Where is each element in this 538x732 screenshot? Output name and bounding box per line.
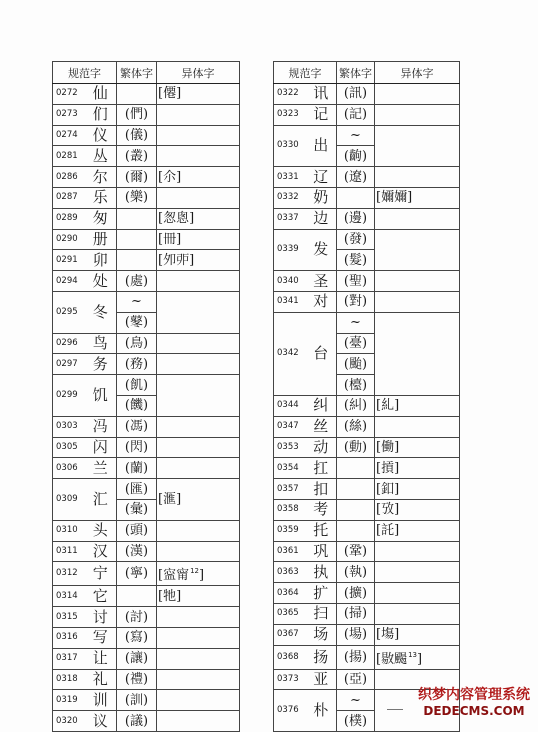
standard-char: 冬 [85,291,117,333]
table-row [274,437,460,458]
variant-char [375,603,460,624]
table-row [53,690,240,711]
variant-char: [嬭嬭] [375,187,460,208]
standard-char: 仙 [85,84,117,105]
table-row [274,229,460,250]
table-row [274,187,460,208]
table-row [274,312,460,333]
standard-char: 汉 [85,541,117,562]
traditional-char: (匯) [117,479,157,500]
standard-char: 仪 [85,125,117,146]
traditional-char: ~ [337,312,375,333]
variant-char: [託] [375,520,460,541]
table-row [53,669,240,690]
variant-char [375,167,460,188]
table-row [274,624,460,645]
table-row [274,104,460,125]
table-row [53,208,240,229]
table-row [53,607,240,628]
variant-char [375,125,460,167]
entry-code: 0337 [274,208,306,229]
header-traditional: 繁体字 [337,62,375,84]
traditional-char: (執) [337,562,375,583]
traditional-char: (動) [337,437,375,458]
table-row [53,375,240,396]
traditional-char: (鼕) [117,312,157,333]
variant-char [157,562,240,586]
variant-char [375,271,460,292]
header-standard: 规范字 [53,62,117,84]
traditional-char [117,84,157,105]
variant-char: [糺] [375,395,460,416]
standard-char: 议 [85,711,117,732]
standard-char: 丝 [306,416,337,437]
standard-char: 让 [85,648,117,669]
standard-char: 它 [85,586,117,607]
table-row [274,499,460,520]
traditional-char: (鞏) [337,541,375,562]
standard-char: 乐 [85,187,117,208]
entry-code: 0310 [53,520,85,541]
table-row [53,187,240,208]
standard-char: 对 [306,291,337,312]
traditional-char: (髮) [337,250,375,271]
standard-char: 纠 [306,395,337,416]
traditional-char [117,250,157,271]
variant-char [375,84,460,105]
variant-char [375,208,460,229]
traditional-char: ~ [337,125,375,146]
standard-char: 出 [306,125,337,167]
table-row [53,586,240,607]
standard-char: 写 [85,627,117,648]
variant-char: [摃] [375,458,460,479]
table-row [274,84,460,105]
traditional-char: (對) [337,291,375,312]
left-character-table [52,61,240,732]
standard-char: 台 [306,312,337,395]
entry-code: 0290 [53,229,85,250]
table-row [53,479,240,500]
standard-char: 记 [306,104,337,125]
traditional-char: (場) [337,624,375,645]
table-row [53,627,240,648]
traditional-char: (禮) [117,669,157,690]
watermark-title: 织梦内容管理系统 [418,687,530,703]
table-row [53,333,240,354]
table-row [53,711,240,732]
entry-code: 0299 [53,375,85,417]
table-row [53,354,240,375]
traditional-char [337,520,375,541]
variant-close: ] [417,651,423,667]
variant-char [157,669,240,690]
table-row [274,271,460,292]
entry-code: 0358 [274,499,306,520]
variant-char: [怱悤] [157,208,240,229]
variant-char: [牠] [157,586,240,607]
entry-code: 0339 [274,229,306,271]
traditional-char: (飢) [117,375,157,396]
footnote-marker: 12 [190,567,199,576]
traditional-char: (記) [337,104,375,125]
traditional-char: (爾) [117,167,157,188]
variant-char [157,125,240,146]
variant-char [157,375,240,417]
standard-char: 扩 [306,583,337,604]
entry-code: 0320 [53,711,85,732]
right-character-table [273,61,460,732]
entry-code: 0314 [53,586,85,607]
variant-char [157,541,240,562]
standard-char: 扛 [306,458,337,479]
traditional-char [117,208,157,229]
entry-code: 0342 [274,312,306,395]
traditional-char: (颱) [337,354,375,375]
standard-char: 务 [85,354,117,375]
standard-char: 鸟 [85,333,117,354]
standard-char: 饥 [85,375,117,417]
table-row [274,603,460,624]
table-row [53,520,240,541]
standard-char: 册 [85,229,117,250]
table-row [53,458,240,479]
table-row [274,479,460,500]
variant-char [157,291,240,333]
traditional-char: (務) [117,354,157,375]
variant-char [157,627,240,648]
watermark [418,684,530,718]
entry-code: 0368 [274,645,306,669]
variant-char [375,229,460,271]
traditional-char: (儀) [117,125,157,146]
traditional-char: (饑) [117,395,157,416]
traditional-char: (邊) [337,208,375,229]
header-variant: 异体字 [375,62,460,84]
standard-char: 讯 [306,84,337,105]
entry-code: 0311 [53,541,85,562]
table-row [274,208,460,229]
standard-char: 冯 [85,416,117,437]
standard-char: 训 [85,690,117,711]
variant-char [157,520,240,541]
entry-code: 0309 [53,479,85,521]
entry-code: 0330 [274,125,306,167]
entry-code: 0332 [274,187,306,208]
traditional-char [337,499,375,520]
standard-char: 头 [85,520,117,541]
standard-char: 汇 [85,479,117,521]
standard-char: 尔 [85,167,117,188]
page-dash [387,709,403,710]
entry-code: 0363 [274,562,306,583]
entry-code: 0297 [53,354,85,375]
standard-char: 发 [306,229,337,271]
variant-char: [夘戼] [157,250,240,271]
footnote-marker: 13 [408,650,417,659]
variant-char [157,187,240,208]
variant-text: [敭颺 [376,651,408,667]
table-row [274,458,460,479]
variant-close: ] [199,568,205,584]
variant-char [375,104,460,125]
traditional-char [117,229,157,250]
traditional-char: (亞) [337,669,375,690]
table-row [274,541,460,562]
variant-char [157,146,240,167]
variant-char: [攷] [375,499,460,520]
standard-char: 辽 [306,167,337,188]
traditional-char [337,479,375,500]
entry-code: 0323 [274,104,306,125]
table-row [53,84,240,105]
standard-char: 朴 [306,690,337,732]
variant-char [157,354,240,375]
standard-char: 闪 [85,437,117,458]
traditional-char: (聖) [337,271,375,292]
header-standard: 规范字 [274,62,337,84]
traditional-char: (檯) [337,375,375,396]
table-row [53,250,240,271]
traditional-char: (糾) [337,395,375,416]
variant-char [157,458,240,479]
table-row [53,648,240,669]
variant-char [375,583,460,604]
variant-char [157,416,240,437]
traditional-char: (揚) [337,645,375,669]
traditional-char: (訓) [117,690,157,711]
entry-code: 0317 [53,648,85,669]
table-row [53,271,240,292]
variant-char [375,416,460,437]
table-row [53,167,240,188]
entry-code: 0373 [274,669,306,690]
entry-code: 0367 [274,624,306,645]
table-row [53,416,240,437]
traditional-char: (遼) [337,167,375,188]
table-row [274,520,460,541]
standard-char: 扣 [306,479,337,500]
traditional-char: (掃) [337,603,375,624]
traditional-char: (寧) [117,562,157,586]
traditional-char: (閃) [117,437,157,458]
entry-code: 0364 [274,583,306,604]
traditional-char: (擴) [337,583,375,604]
traditional-char: ~ [337,690,375,711]
entry-code: 0318 [53,669,85,690]
table-row [274,125,460,146]
traditional-char: (叢) [117,146,157,167]
traditional-char: (馮) [117,416,157,437]
table-row [53,291,240,312]
traditional-char: (處) [117,271,157,292]
entry-code: 0295 [53,291,85,333]
variant-char [375,562,460,583]
standard-char: 匆 [85,208,117,229]
traditional-char: (討) [117,607,157,628]
standard-char: 扫 [306,603,337,624]
standard-char: 卯 [85,250,117,271]
entry-code: 0319 [53,690,85,711]
table-row [274,583,460,604]
standard-char: 动 [306,437,337,458]
variant-char [375,312,460,395]
variant-char [157,271,240,292]
entry-code: 0353 [274,437,306,458]
entry-code: 0286 [53,167,85,188]
variant-char [157,690,240,711]
traditional-char: (絲) [337,416,375,437]
header-variant: 异体字 [157,62,240,84]
entry-code: 0312 [53,562,85,586]
variant-char: [働] [375,437,460,458]
standard-char: 奶 [306,187,337,208]
table-row [274,562,460,583]
standard-char: 讨 [85,607,117,628]
table-row [53,541,240,562]
table-row [53,125,240,146]
standard-char: 们 [85,104,117,125]
variant-char: [塲] [375,624,460,645]
traditional-char: (蘭) [117,458,157,479]
traditional-char: (樂) [117,187,157,208]
table-row [53,104,240,125]
variant-text: [寍甯 [158,568,190,584]
variant-char [157,711,240,732]
traditional-char: (漢) [117,541,157,562]
entry-code: 0376 [274,690,306,732]
entry-code: 0340 [274,271,306,292]
entry-code: 0303 [53,416,85,437]
standard-char: 执 [306,562,337,583]
entry-code: 0291 [53,250,85,271]
entry-code: 0322 [274,84,306,105]
traditional-char: (臺) [337,333,375,354]
entry-code: 0357 [274,479,306,500]
table-row [274,395,460,416]
standard-char: 扬 [306,645,337,669]
standard-char: 礼 [85,669,117,690]
standard-char: 宁 [85,562,117,586]
entry-code: 0296 [53,333,85,354]
variant-char [157,333,240,354]
traditional-char: (們) [117,104,157,125]
entry-code: 0361 [274,541,306,562]
entry-code: 0272 [53,84,85,105]
standard-char: 考 [306,499,337,520]
entry-code: 0365 [274,603,306,624]
entry-code: 0287 [53,187,85,208]
variant-char: [尒] [157,167,240,188]
entry-code: 0354 [274,458,306,479]
traditional-char [117,586,157,607]
standard-char: 兰 [85,458,117,479]
variant-char: [冊] [157,229,240,250]
variant-char [375,645,460,669]
traditional-char: (齣) [337,146,375,167]
variant-char [157,607,240,628]
traditional-char: (樸) [337,711,375,732]
traditional-char: (鳥) [117,333,157,354]
variant-char [157,437,240,458]
entry-code: 0273 [53,104,85,125]
table-row [274,291,460,312]
table-row [274,416,460,437]
table-row [53,229,240,250]
variant-char: [僊] [157,84,240,105]
entry-code: 0294 [53,271,85,292]
entry-code: 0359 [274,520,306,541]
entry-code: 0341 [274,291,306,312]
traditional-char [337,187,375,208]
entry-code: 0306 [53,458,85,479]
standard-char: 丛 [85,146,117,167]
standard-char: 托 [306,520,337,541]
standard-char: 边 [306,208,337,229]
table-row [274,645,460,669]
standard-char: 亚 [306,669,337,690]
traditional-char: (讓) [117,648,157,669]
traditional-char: (彙) [117,499,157,520]
entry-code: 0305 [53,437,85,458]
entry-code: 0289 [53,208,85,229]
entry-code: 0315 [53,607,85,628]
traditional-char: ~ [117,291,157,312]
traditional-char: (寫) [117,627,157,648]
traditional-char: (頭) [117,520,157,541]
variant-char: [滙] [157,479,240,521]
entry-code: 0331 [274,167,306,188]
table-row [53,562,240,586]
variant-char [375,541,460,562]
traditional-char: (發) [337,229,375,250]
standard-char: 场 [306,624,337,645]
traditional-char: (訊) [337,84,375,105]
entry-code: 0281 [53,146,85,167]
table-row [274,167,460,188]
table-row [53,437,240,458]
traditional-char [337,458,375,479]
table-row [53,146,240,167]
watermark-url: DEDECMS.COM [423,704,525,718]
entry-code: 0344 [274,395,306,416]
standard-char: 巩 [306,541,337,562]
standard-char: 处 [85,271,117,292]
traditional-char: (議) [117,711,157,732]
entry-code: 0274 [53,125,85,146]
standard-char: 圣 [306,271,337,292]
variant-char [157,648,240,669]
variant-char [157,104,240,125]
header-traditional: 繁体字 [117,62,157,84]
variant-char [375,291,460,312]
entry-code: 0347 [274,416,306,437]
entry-code: 0316 [53,627,85,648]
variant-char: [釦] [375,479,460,500]
